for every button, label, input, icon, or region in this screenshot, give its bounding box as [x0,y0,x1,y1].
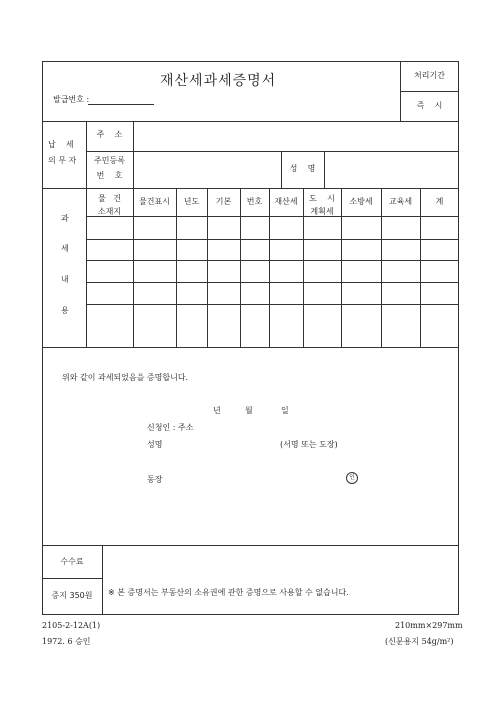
paper-spec: (신문용지 54g/m²) [385,637,454,646]
applicant-address-label: 신청인 : 주소 [147,423,194,432]
signature-label: (서명 또는 도장) [280,440,338,449]
issue-number-underline [88,104,154,105]
tax-side-char: 과 [61,214,69,223]
processing-period-label: 처리기간 [414,71,445,80]
name-label: 성 명 [289,164,316,173]
col-header: 기본 [215,197,232,206]
col-header: 물 건 소재지 [97,194,122,216]
issue-number-label: 발급번호 : [53,95,90,104]
col-header: 재산세 [274,197,298,206]
date-year: 년 [213,406,221,415]
reg-number-label-2: 번 호 [96,171,123,180]
form-frame [42,61,459,615]
tax-side-char: 용 [61,306,69,315]
date-day: 일 [281,406,289,415]
taxpayer-label-2: 의 무 자 [48,156,77,165]
col-header: 소방세 [349,197,373,206]
paper-size: 210mm×297mm [395,621,463,630]
certify-statement: 위와 같이 과세되었음을 증명합니다. [62,373,189,382]
col-header: 물건표시 [139,197,170,206]
processing-period-value: 즉 시 [416,101,443,110]
col-header: 년도 [183,197,200,206]
fee-value: 증지 350원 [51,591,93,600]
tax-side-char: 세 [61,244,69,253]
col-header: 계 [435,197,444,206]
chief-label: 동장 [147,475,163,484]
reg-number-label-1: 주민등록 [94,156,125,165]
applicant-name-label: 성명 [147,440,163,449]
form-title: 재산세과세증명서 [160,73,277,89]
seal-mark-icon: 인 [346,472,358,484]
approval-date: 1972. 6 승인 [42,637,91,646]
col-header: 번호 [246,197,263,206]
tax-side-char: 내 [61,275,69,284]
col-header: 교육세 [388,197,413,206]
fee-notice: ※ 본 증명서는 부동산의 소유권에 관한 증명으로 사용할 수 없습니다. [108,588,349,597]
date-month: 월 [245,406,253,415]
form-number: 2105-2-12A(1) [42,621,101,630]
taxpayer-label-1: 납 세 [48,140,74,149]
address-label: 주 소 [96,130,123,139]
col-header: 도 시 계획세 [309,194,335,216]
fee-label: 수수료 [60,557,84,566]
